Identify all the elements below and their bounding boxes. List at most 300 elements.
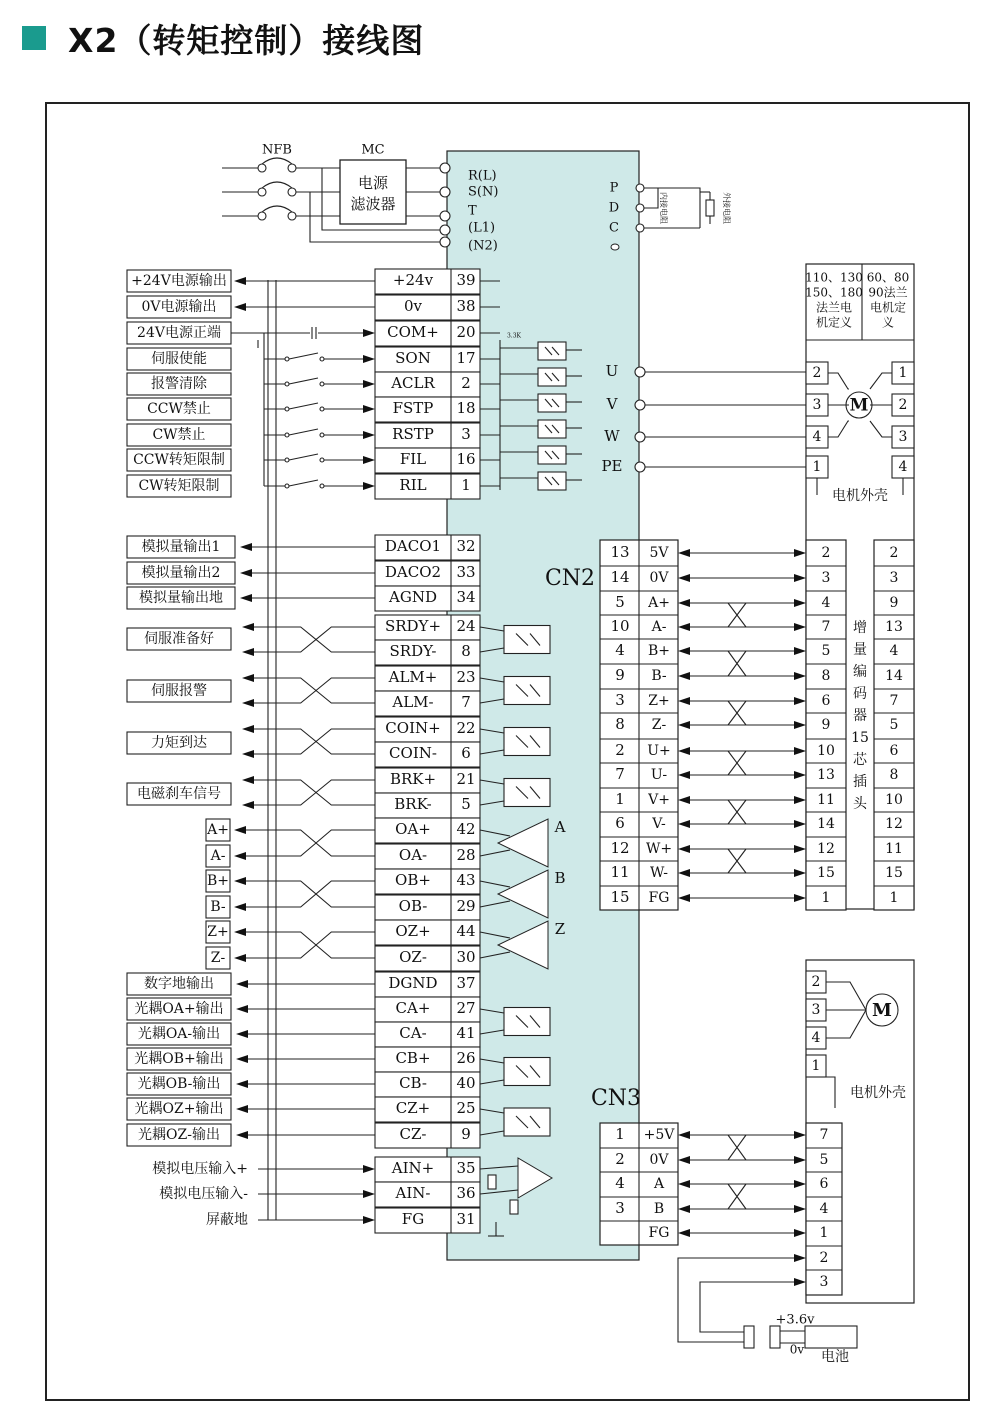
encoder-pin-number: 4: [821, 595, 831, 611]
pin-name: COM+: [387, 323, 439, 341]
encoder-pin-number: 5: [821, 643, 831, 659]
power-terminal: [440, 237, 450, 247]
encoder-pin-number: 1: [889, 890, 899, 906]
encoder-plug-label: 编: [853, 664, 867, 680]
arrow-left-icon: [678, 697, 690, 705]
cn2-pin-number: 6: [615, 814, 625, 832]
encoder-plug-label: 15: [851, 730, 869, 746]
encoder-pin-number: 12: [817, 841, 835, 857]
cn2-pin-number: 7: [615, 765, 625, 783]
arrow-left-icon: [242, 648, 254, 656]
mc-label: MC: [361, 142, 385, 158]
arrow-right-icon: [794, 1131, 806, 1139]
cn2-signal-name: A+: [648, 595, 670, 611]
pin-number: 36: [456, 1184, 476, 1202]
encoder-out-label-box-text: Z+: [207, 924, 229, 940]
input-optocoupler-icon: [538, 368, 566, 386]
pin-number: 26: [456, 1049, 476, 1067]
cn3-pin-number: 3: [615, 1199, 625, 1217]
breaker-arc: [262, 158, 292, 164]
arrow-right-icon: [794, 1254, 806, 1262]
switch-contact: [320, 407, 324, 411]
pin-name: ALM-: [392, 693, 434, 711]
battery-pin-number: 3: [819, 1274, 829, 1290]
encoder-pin-number: 15: [885, 865, 903, 881]
motor-header-b: 60、80: [866, 270, 910, 285]
input-optocoupler-icon: [538, 472, 566, 490]
arrow-left-icon: [678, 549, 690, 557]
motor2-pin-number: 2: [811, 974, 821, 990]
motor-terminal-label: PE: [601, 457, 623, 475]
pin-number: 1: [461, 476, 471, 494]
encoder-pin-number: 2: [889, 545, 899, 561]
pin-number: 32: [456, 537, 476, 555]
brake-terminal-label: C: [609, 220, 619, 236]
arrow-right-icon: [794, 1229, 806, 1237]
arrow-left-icon: [678, 647, 690, 655]
encoder-pin-number: 1: [821, 890, 831, 906]
arrow-right-icon: [363, 380, 375, 388]
arrow-left-icon: [234, 903, 246, 911]
brake-terminal: [636, 224, 644, 232]
encoder-pin-number: 2: [821, 545, 831, 561]
external-resistor-icon: [706, 200, 714, 216]
arrow-left-icon: [678, 771, 690, 779]
opto-out-label-box-text: 光耦OA+输出: [134, 1001, 224, 1017]
cn2-signal-name: Z-: [651, 717, 667, 733]
output-optocoupler-icon: [504, 677, 550, 705]
cn2-pin-number: 8: [615, 715, 625, 733]
twisted-pair: [282, 627, 350, 652]
pin-number: 24: [456, 617, 476, 635]
cn3-label: CN3: [590, 1086, 642, 1111]
switch-contact: [285, 407, 289, 411]
twisted-pair: [728, 603, 746, 627]
encoder-out-label-box-text: A-: [210, 848, 226, 864]
encoder-pin-number: 4: [889, 643, 899, 659]
battery-icon: [805, 1326, 857, 1348]
pin-number: 28: [456, 846, 476, 864]
arrow-left-icon: [236, 980, 248, 988]
arrow-right-icon: [363, 355, 375, 363]
arrow-right-icon: [794, 1156, 806, 1164]
motor-terminal: [635, 432, 645, 442]
power-terminal: [440, 163, 450, 173]
motor2-pin-number: 1: [811, 1058, 821, 1074]
encoder-out-label-box-text: Z-: [210, 950, 226, 966]
breaker-contact: [258, 164, 266, 172]
arrow-left-icon: [678, 1156, 690, 1164]
encoder-pin-number: 11: [885, 841, 903, 857]
arrow-left-icon: [678, 869, 690, 877]
cn3-encoder-pin: 6: [819, 1176, 829, 1192]
power-terminal-label: (N2): [468, 238, 498, 254]
pin-number: 33: [456, 563, 476, 581]
page-title: X2（转矩控制）接线图: [68, 20, 425, 60]
arrow-left-icon: [678, 1131, 690, 1139]
driver-label: B: [554, 869, 566, 887]
motor-wire: [826, 982, 866, 1010]
cn3-encoder-pin: 5: [819, 1152, 829, 1168]
internal-resistor-label: 内接电阻: [659, 192, 668, 224]
pin-name: OA-: [398, 846, 428, 864]
pair-out-label-box-text: 力矩到达: [151, 735, 207, 751]
io-label-box-text: CCW转矩限制: [133, 452, 225, 468]
motor-shell-label: 电机外壳: [832, 488, 888, 504]
battery-zero-label: 0v: [789, 1342, 805, 1357]
io-label-box-text: +24V电源输出: [131, 273, 227, 289]
encoder-plug-label: 头: [853, 796, 867, 812]
pin-name: AGND: [389, 588, 437, 606]
motor-terminal-label: W: [604, 427, 620, 445]
battery-connector-icon: [744, 1326, 754, 1348]
pin-name: FIL: [399, 450, 427, 468]
motor-header-b: 电机定: [869, 300, 907, 315]
encoder-pin-number: 8: [889, 767, 899, 783]
arrow-right-icon: [794, 647, 806, 655]
power-terminal: [440, 211, 450, 221]
cn2-signal-name: FG: [648, 890, 670, 906]
encoder-pin-number: 8: [821, 668, 831, 684]
motor-pin-number: 4: [812, 429, 822, 445]
pin-number: 25: [456, 1099, 476, 1117]
battery-plus-label: +3.6v: [775, 1312, 815, 1328]
pin-name: DACO1: [384, 537, 442, 555]
motor-pin-number: 3: [898, 429, 908, 445]
pin-number: 18: [456, 399, 476, 417]
motor-symbol-label: M: [849, 395, 869, 416]
motor-terminal: [635, 367, 645, 377]
cn3-signal-name: +5V: [643, 1127, 675, 1143]
cn3-signal-name: A: [653, 1176, 665, 1192]
input-optocoupler-icon: [538, 342, 566, 360]
pin-number: 23: [456, 668, 476, 686]
pin-number: 21: [456, 770, 476, 788]
pin-number: 29: [456, 897, 476, 915]
arrow-left-icon: [678, 1205, 690, 1213]
encoder-pin-number: 15: [817, 865, 835, 881]
motor-wire: [828, 421, 849, 437]
encoder-pin-number: 13: [885, 619, 903, 635]
cn2-pin-number: 4: [615, 641, 625, 659]
cn2-pin-number: 11: [610, 863, 630, 881]
pin-name: RIL: [399, 476, 427, 494]
pin-name: OZ+: [395, 922, 431, 940]
pin-name: 0v: [403, 297, 423, 315]
pin-number: 8: [461, 642, 471, 660]
arrow-left-icon: [234, 277, 246, 285]
breaker-arc: [262, 182, 292, 188]
arrow-right-icon: [794, 721, 806, 729]
arrow-left-icon: [234, 928, 246, 936]
arrow-left-icon: [678, 747, 690, 755]
cn3-pin-number: 1: [615, 1125, 625, 1143]
io-label-box-text: CW禁止: [152, 427, 206, 443]
encoder-pin-number: 3: [889, 570, 899, 586]
encoder-out-label-box-text: B-: [210, 899, 226, 915]
motor-wire: [826, 1010, 866, 1038]
arrow-left-icon: [678, 721, 690, 729]
twisted-pair: [728, 1184, 746, 1209]
pin-name: CA+: [395, 999, 431, 1017]
arrow-left-icon: [678, 796, 690, 804]
arrow-right-icon: [794, 672, 806, 680]
encoder-pin-number: 11: [817, 792, 835, 808]
power-terminal: [440, 225, 450, 235]
cn2-signal-name: 5V: [649, 545, 669, 561]
pin-number: 31: [456, 1210, 476, 1228]
switch-blade: [289, 353, 318, 359]
pin-number: 3: [461, 425, 471, 443]
motor-header-b: 90法兰: [868, 285, 908, 300]
encoder-pin-number: 12: [885, 816, 903, 832]
cn2-pin-number: 3: [615, 691, 625, 709]
io-label-box-text: CW转矩限制: [138, 478, 220, 494]
motor-header-b: 义: [881, 315, 895, 330]
battery-connector-icon: [770, 1326, 780, 1348]
filter-label: 滤波器: [350, 195, 396, 213]
cn2-signal-name: U-: [650, 767, 668, 783]
pin-name: OZ-: [399, 948, 427, 966]
pin-number: 34: [456, 588, 476, 606]
analog-in-label: 模拟电压输入+: [152, 1161, 248, 1177]
pin-number: 5: [461, 795, 471, 813]
arrow-left-icon: [234, 303, 246, 311]
battery-pin-number: 2: [819, 1250, 829, 1266]
pin-name: RSTP: [392, 425, 434, 443]
encoder-pin-number: 6: [821, 693, 831, 709]
encoder-pin-number: 14: [817, 816, 835, 832]
input-optocoupler-icon: [538, 420, 566, 438]
io-label-box-text: 报警清除: [151, 376, 207, 392]
motor-terminal: [635, 462, 645, 472]
arrow-right-icon: [363, 482, 375, 490]
encoder-plug-label: 码: [853, 686, 867, 702]
pin-number: 41: [456, 1024, 476, 1042]
arrow-right-icon: [363, 431, 375, 439]
pair-out-label-box-text: 伺服准备好: [144, 631, 214, 647]
arrow-right-icon: [794, 747, 806, 755]
arrow-right-icon: [794, 1205, 806, 1213]
encoder-plug-label: 增: [853, 620, 867, 636]
cn2-signal-name: W+: [645, 841, 673, 857]
encoder-out-label-box-text: A+: [207, 822, 229, 838]
arrow-left-icon: [240, 543, 252, 551]
pin-name: SRDY+: [384, 617, 442, 635]
pin-name: ACLR: [391, 374, 435, 392]
cn2-signal-name: B+: [647, 643, 671, 659]
driver-label: A: [554, 818, 566, 836]
pin-number: 40: [456, 1074, 476, 1092]
brake-terminal: [636, 204, 644, 212]
arrow-left-icon: [242, 623, 254, 631]
arrow-right-icon: [794, 820, 806, 828]
pin-number: 16: [456, 450, 476, 468]
twisted-pair: [282, 678, 350, 703]
cn2-signal-name: U+: [647, 743, 671, 759]
ground-terminal-icon: [611, 244, 619, 250]
motor-header-a: 机定义: [815, 315, 853, 330]
pin-number: 6: [461, 744, 471, 762]
cn2-pin-number: 14: [610, 568, 630, 586]
internal-resistor-line: [644, 188, 658, 208]
motor-pin-number: 2: [812, 365, 822, 381]
arrow-left-icon: [678, 820, 690, 828]
arrow-right-icon: [794, 623, 806, 631]
cn2-pin-number: 13: [610, 543, 630, 561]
switch-contact: [320, 382, 324, 386]
opto-out-label-box-text: 数字地输出: [144, 976, 214, 992]
arrow-right-icon: [794, 869, 806, 877]
encoder-pin-number: 7: [889, 693, 899, 709]
io-label-box-text: CCW禁止: [147, 401, 211, 417]
cn3-signal-name: FG: [648, 1225, 670, 1241]
cn2-signal-name: B-: [651, 668, 667, 684]
pin-name: ALM+: [388, 668, 438, 686]
motor-pin-number: 1: [812, 459, 822, 475]
cn2-signal-name: Z+: [648, 693, 670, 709]
encoder-pin-number: 6: [889, 743, 899, 759]
pin-number: 37: [456, 974, 476, 992]
arrow-right-icon: [794, 796, 806, 804]
pin-name: CZ-: [399, 1125, 427, 1143]
pin-name: CB-: [399, 1074, 427, 1092]
arrow-left-icon: [240, 569, 252, 577]
switch-blade: [289, 480, 318, 486]
arrow-left-icon: [234, 852, 246, 860]
motor-pin-number: 1: [898, 365, 908, 381]
driver-label: Z: [554, 920, 566, 938]
twisted-pair: [728, 1135, 746, 1160]
power-filter-box: [340, 160, 406, 224]
opto-out-label-box-text: 光耦OA-输出: [137, 1026, 221, 1042]
twisted-pair: [282, 729, 350, 754]
switch-contact: [285, 382, 289, 386]
io-label-box-text: 伺服使能: [151, 351, 207, 367]
breaker-contact: [288, 188, 296, 196]
pin-name: FG: [401, 1210, 425, 1228]
pin-name: OB-: [398, 897, 428, 915]
pin-name: CA-: [399, 1024, 427, 1042]
pin-name: FSTP: [392, 399, 434, 417]
pin-name: SRDY-: [389, 642, 437, 660]
motor-header-a: 150、180: [805, 285, 863, 300]
motor-pin-number: 2: [898, 397, 908, 413]
opto-out-label-box-text: 光耦OZ+输出: [134, 1101, 224, 1117]
encoder-pin-number: 7: [821, 619, 831, 635]
twisted-pair: [282, 780, 350, 805]
pin-name: AIN+: [391, 1159, 435, 1177]
switch-contact: [320, 433, 324, 437]
motor-terminal: [635, 400, 645, 410]
output-optocoupler-icon: [504, 728, 550, 756]
power-terminal-label: T: [468, 203, 477, 219]
brake-terminal-label: D: [608, 200, 620, 216]
cn3-encoder-pin: 7: [819, 1127, 829, 1143]
output-optocoupler-icon: [504, 1058, 550, 1086]
encoder-pin-number: 3: [821, 570, 831, 586]
output-optocoupler-icon: [504, 1108, 550, 1136]
arrow-left-icon: [242, 674, 254, 682]
cn2-pin-number: 10: [610, 617, 630, 635]
encoder-pin-number: 9: [889, 595, 899, 611]
twisted-pair: [282, 830, 350, 856]
arrow-right-icon: [794, 771, 806, 779]
pin-name: OB+: [395, 871, 431, 889]
battery-label: 电池: [821, 1349, 849, 1365]
cn2-pin-number: 1: [615, 790, 625, 808]
power-terminal-label: (L1): [468, 220, 496, 236]
pin-name: OA+: [395, 820, 431, 838]
breaker-contact: [288, 164, 296, 172]
arrow-left-icon: [242, 776, 254, 784]
pin-number: 30: [456, 948, 476, 966]
switch-contact: [320, 484, 324, 488]
pin-name: +24v: [392, 271, 434, 289]
pair-out-label-box-text: 电磁刹车信号: [137, 786, 221, 802]
brake-terminal: [636, 184, 644, 192]
arrow-right-icon: [794, 549, 806, 557]
arrow-left-icon: [236, 1080, 248, 1088]
arrow-left-icon: [678, 1180, 690, 1188]
cn2-pin-number: 9: [615, 666, 625, 684]
motor2-pin-number: 4: [811, 1030, 821, 1046]
arrow-right-icon: [363, 1165, 375, 1173]
pin-number: 17: [456, 349, 476, 367]
input-resistor-icon: [488, 1175, 496, 1189]
analog-out-label-box-text: 模拟量输出2: [141, 565, 221, 581]
pin-number: 38: [456, 297, 476, 315]
io-label-box-text: 0V电源输出: [141, 299, 217, 315]
power-terminal: [440, 187, 450, 197]
motor-header-a: 法兰电: [815, 300, 853, 315]
cn2-pin-number: 2: [615, 741, 625, 759]
arrow-left-icon: [242, 725, 254, 733]
input-optocoupler-icon: [538, 446, 566, 464]
arrow-right-icon: [794, 697, 806, 705]
nfb-label: NFB: [262, 142, 292, 158]
pin-number: 39: [456, 271, 476, 289]
filter-label: 电源: [357, 174, 389, 192]
arrow-left-icon: [236, 1055, 248, 1063]
analog-out-label-box-text: 模拟量输出地: [139, 590, 223, 606]
arrow-right-icon: [794, 894, 806, 902]
pin-name: SON: [395, 349, 431, 367]
brake-terminal-label: P: [609, 180, 619, 196]
arrow-right-icon: [363, 1216, 375, 1224]
output-optocoupler-icon: [504, 626, 550, 654]
encoder-plug-label: 插: [853, 774, 867, 790]
arrow-left-icon: [234, 826, 246, 834]
opto-out-label-box-text: 光耦OB+输出: [134, 1051, 224, 1067]
breaker-contact: [258, 212, 266, 220]
motor-pin-number: 3: [812, 397, 822, 413]
pin-number: 9: [461, 1125, 471, 1143]
switch-contact: [320, 357, 324, 361]
power-terminal-label: S(N): [468, 184, 499, 200]
arrow-left-icon: [240, 594, 252, 602]
cn3-pin-number: 4: [615, 1174, 625, 1192]
cn2-pin-number: 5: [615, 593, 625, 611]
pair-out-label-box-text: 伺服报警: [151, 683, 207, 699]
arrow-left-icon: [678, 894, 690, 902]
motor2-symbol-label: M: [872, 1000, 892, 1021]
pin-number: 43: [456, 871, 476, 889]
pin-number: 22: [456, 719, 476, 737]
twisted-pair: [282, 932, 350, 958]
arrow-right-icon: [363, 329, 375, 337]
arrow-left-icon: [242, 699, 254, 707]
